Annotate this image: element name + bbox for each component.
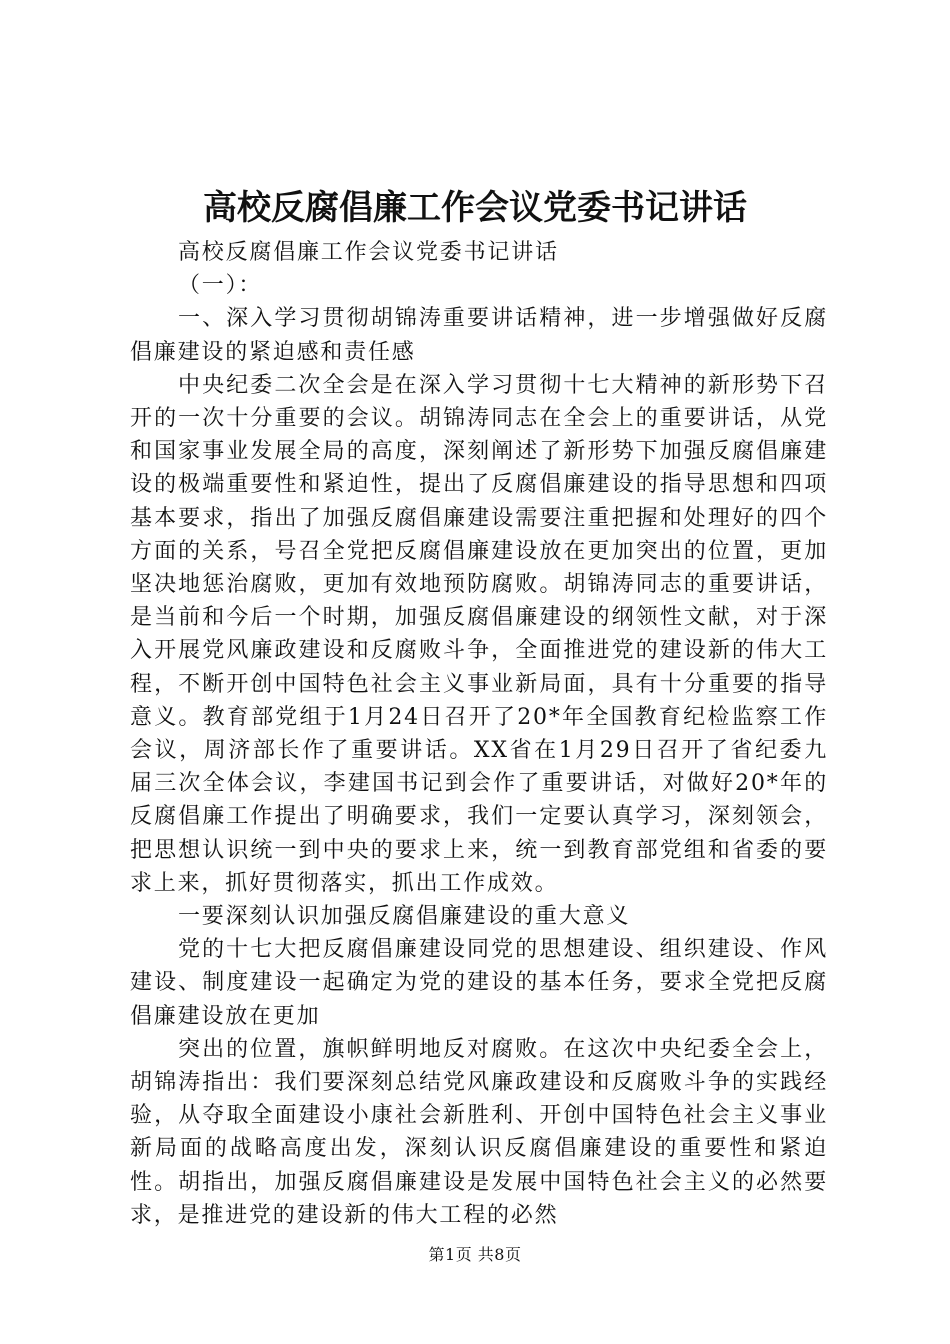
section-heading-paragraph: 一、深入学习贯彻胡锦涛重要讲话精神，进一步增强做好反腐倡廉建设的紧迫感和责任感 (130, 306, 828, 365)
body-paragraph: 中央纪委二次全会是在深入学习贯彻十七大精神的新形势下召开的一次十分重要的会议。胡锦涛同志在全会上的重要讲话，从党和国家事业发展全局的高度，深刻阐述了新形势下加强反腐倡廉建设的极端重要性和紧迫性，提出了反腐倡廉建设的指导思想和四项基本要求，指出了加强反腐倡廉建设需要注重把握和处理好的四个方面的关系，号召全党把反腐倡廉建设放在更加突出的位置，更加坚决地惩治腐败，更加有效地预防腐败。胡锦涛同志的重要讲话，是当前和今后一个时期，加强反腐倡廉建设的纲领性文献，对于深入开展党风廉政建设和反腐败斗争，全面推进党的建设新的伟大工程，不断开创中国特色社会主义事业新局面，具有十分重要的指导意义。教育部党组于1月24日召开了20*年全国教育纪检监察工作会议，周济部长作了重要讲话。XX省在1月29日召开了省纪委九届三次全体会议，李建国书记到会作了重要讲话，对做好20*年的反腐倡廉工作提出了明确要求，我们一定要认真学习，深刻领会，把思想认识统一到中央的要求上来，统一到教育部党组和省委的要求上来，抓好贯彻落实，抓出工作成效。 (130, 372, 828, 896)
page-title: 高校反腐倡廉工作会议党委书记讲话 (203, 188, 747, 228)
subheading-paragraph: 一要深刻认识加强反腐倡廉建设的重大意义 (178, 904, 631, 930)
body-paragraph: 突出的位置，旗帜鲜明地反对腐败。在这次中央纪委全会上，胡锦涛指出：我们要深刻总结党风廉政建设和反腐败斗争的实践经验，从夺取全面建设小康社会新胜利、开创中国特色社会主义事业新局面的战略高度出发，深刻认识反腐倡廉建设的重要性和紧迫性。胡指出，加强反腐倡廉建设是发展中国特色社会主义的必然要求，是推进党的建设新的伟大工程的必然 (130, 1036, 828, 1228)
section-number-paragraph: （一）： (178, 273, 263, 299)
page-number-footer: 第1页 共8页 (428, 1245, 522, 1264)
subtitle-paragraph: 高校反腐倡廉工作会议党委书记讲话 (178, 240, 559, 265)
document-body (130, 236, 828, 1232)
body-paragraph: 党的十七大把反腐倡廉建设同党的思想建设、组织建设、作风建设、制度建设一起确定为党的建设的基本任务，要求全党把反腐倡廉建设放在更加 (130, 937, 828, 1029)
